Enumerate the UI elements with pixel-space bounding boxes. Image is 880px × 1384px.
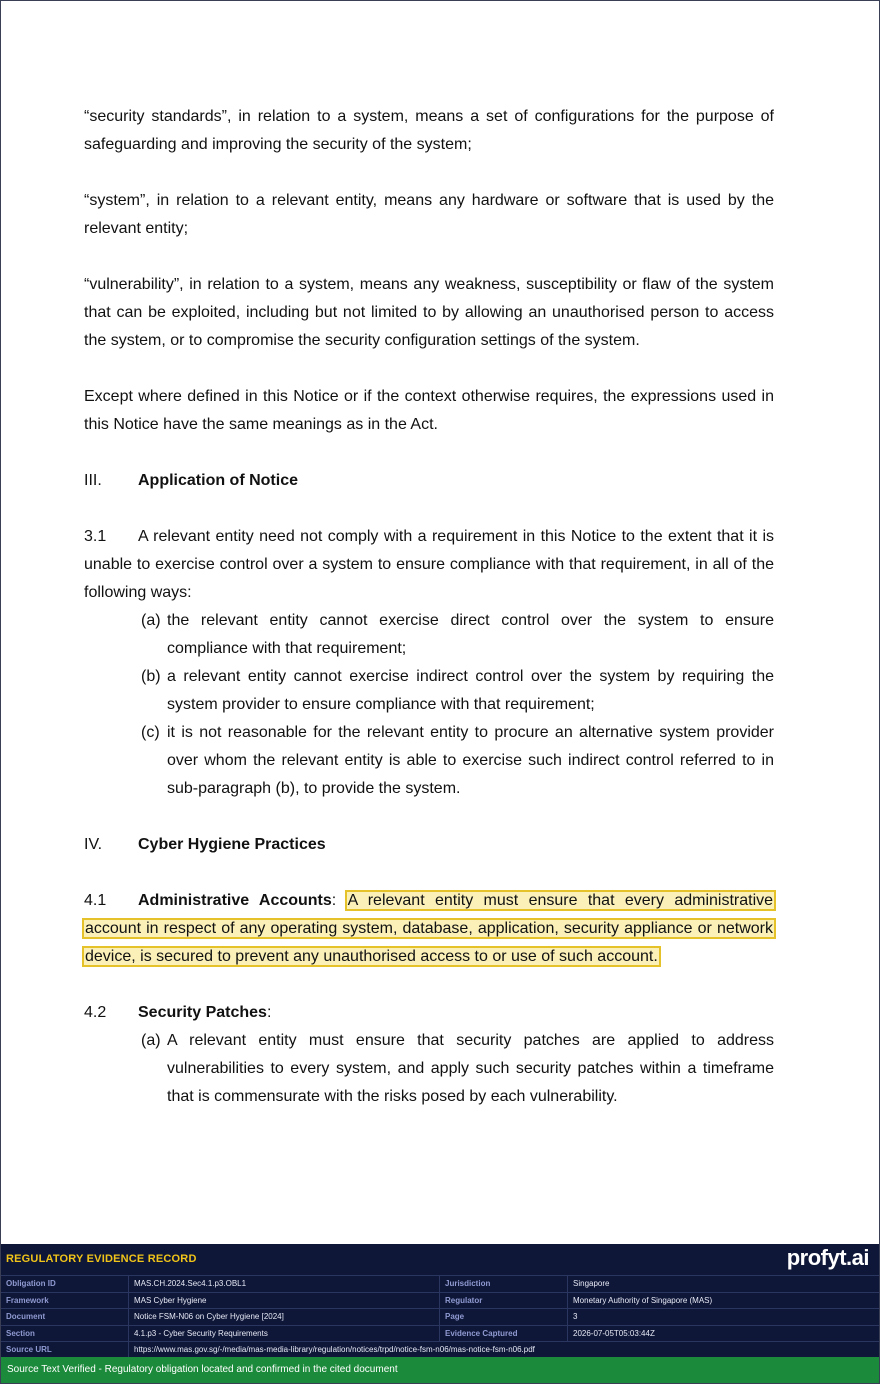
field-value: Monetary Authority of Singapore (MAS) bbox=[573, 1295, 713, 1305]
evidence-record-title: REGULATORY EVIDENCE RECORD bbox=[6, 1253, 197, 1265]
item-text: a relevant entity cannot exercise indirect control over the system by requiring the system provider to ensure compliance with that requirement; bbox=[167, 668, 774, 713]
list-item bbox=[141, 663, 774, 719]
evidence-record-table bbox=[1, 1275, 879, 1359]
paragraph-3-1-items bbox=[141, 607, 774, 803]
section-title: Application of Notice bbox=[138, 472, 298, 489]
field-label: Regulator bbox=[440, 1293, 568, 1309]
list-item bbox=[141, 1027, 774, 1111]
paragraph-number: 4.2 bbox=[84, 1004, 107, 1021]
definition-vulnerability: “vulnerability”, in relation to a system, means any weakness, susceptibility or flaw of the system that can be exploited, including but not limited to by allowing an unauthorised person to access the system, or to compromise the security configuration settings of the system. bbox=[84, 276, 774, 349]
field-value: 4.1.p3 - Cyber Security Requirements bbox=[129, 1326, 440, 1342]
heading-colon: : bbox=[266, 1004, 272, 1021]
section-heading-4 bbox=[84, 831, 774, 859]
except-paragraph: Except where defined in this Notice or if the context otherwise requires, the expressions used in this Notice have the same meanings as in the Act. bbox=[84, 388, 774, 433]
table-row bbox=[1, 1292, 879, 1309]
paragraph-4-2-items bbox=[141, 1027, 774, 1111]
field-value: 2026-07-05T05:03:44Z bbox=[573, 1328, 655, 1338]
field-label: Page bbox=[440, 1309, 568, 1325]
field-label: Source URL bbox=[1, 1342, 129, 1358]
paragraph-text: A relevant entity need not comply with a requirement in this Notice to the extent that it is unable to exercise control over a system to ensure compliance with that requirement, in all of the following ways: bbox=[84, 528, 774, 601]
section-title: Cyber Hygiene Practices bbox=[138, 836, 326, 853]
section-number: IV. bbox=[84, 836, 103, 853]
highlighted-obligation-text: A relevant entity must ensure that every administrative account in respect of any operating system, database, application, security appliance or network device, is secured to prevent any unauthorised access to or use of such account. bbox=[85, 892, 774, 965]
table-row bbox=[1, 1275, 879, 1292]
field-value: Singapore bbox=[573, 1279, 610, 1288]
source-url-link[interactable]: https://www.mas.gov.sg/-/media/mas-media-library/regulation/notices/trpd/notice-fsm-n06/mas-notice-fsm-n06.pdf bbox=[134, 1345, 535, 1355]
item-label: (b) bbox=[141, 668, 161, 685]
item-label: (c) bbox=[141, 724, 160, 741]
table-row bbox=[1, 1308, 879, 1325]
paragraph-number: 3.1 bbox=[84, 528, 107, 545]
verified-status-bar: Source Text Verified - Regulatory obligation located and confirmed in the cited document bbox=[1, 1357, 879, 1383]
document-body bbox=[84, 103, 774, 1139]
list-item bbox=[141, 607, 774, 663]
item-text: it is not reasonable for the relevant entity to procure an alternative system provider over whom the relevant entity is able to exercise such indirect control referred to in sub-paragraph (b), to provide the system. bbox=[167, 724, 774, 797]
heading-colon: : bbox=[331, 892, 347, 909]
paragraph-heading: Security Patches bbox=[138, 1004, 267, 1021]
field-label: Evidence Captured bbox=[440, 1326, 568, 1342]
field-label: Framework bbox=[1, 1293, 129, 1309]
evidence-record-header bbox=[1, 1244, 879, 1274]
paragraph-4-1 bbox=[84, 887, 774, 971]
field-value: MAS.CH.2024.Sec4.1.p3.OBL1 bbox=[129, 1276, 440, 1292]
definition-system: “system”, in relation to a relevant entity, means any hardware or software that is used by the relevant entity; bbox=[84, 192, 774, 237]
evidence-record-panel bbox=[1, 1244, 879, 1357]
paragraph-3-1 bbox=[84, 523, 774, 607]
field-value: Notice FSM-N06 on Cyber Hygiene [2024] bbox=[129, 1309, 440, 1325]
paragraph-number: 4.1 bbox=[84, 892, 107, 909]
field-label: Obligation ID bbox=[1, 1276, 129, 1292]
section-number: III. bbox=[84, 472, 102, 489]
paragraph-4-2 bbox=[84, 999, 774, 1027]
field-value: 3 bbox=[573, 1312, 578, 1322]
item-label: (a) bbox=[141, 1032, 161, 1049]
profyt-logo: profyt.ai bbox=[786, 1245, 869, 1270]
section-heading-3 bbox=[84, 467, 774, 495]
field-label: Document bbox=[1, 1309, 129, 1325]
item-text: A relevant entity must ensure that security patches are applied to address vulnerabilities to every system, and apply such security patches within a timeframe that is commensurate with the risks posed by each vulnerability. bbox=[167, 1032, 774, 1105]
definition-security-standards: “security standards”, in relation to a system, means a set of configurations for the purpose of safeguarding and improving the security of the system; bbox=[84, 108, 774, 153]
field-label: Jurisdiction bbox=[440, 1276, 568, 1292]
field-value: MAS Cyber Hygiene bbox=[129, 1293, 440, 1309]
field-label: Section bbox=[1, 1326, 129, 1342]
list-item bbox=[141, 719, 774, 803]
item-text: the relevant entity cannot exercise direct control over the system to ensure compliance with that requirement; bbox=[167, 612, 774, 657]
table-row bbox=[1, 1325, 879, 1342]
paragraph-heading: Administrative Accounts bbox=[138, 892, 332, 909]
item-label: (a) bbox=[141, 612, 161, 629]
